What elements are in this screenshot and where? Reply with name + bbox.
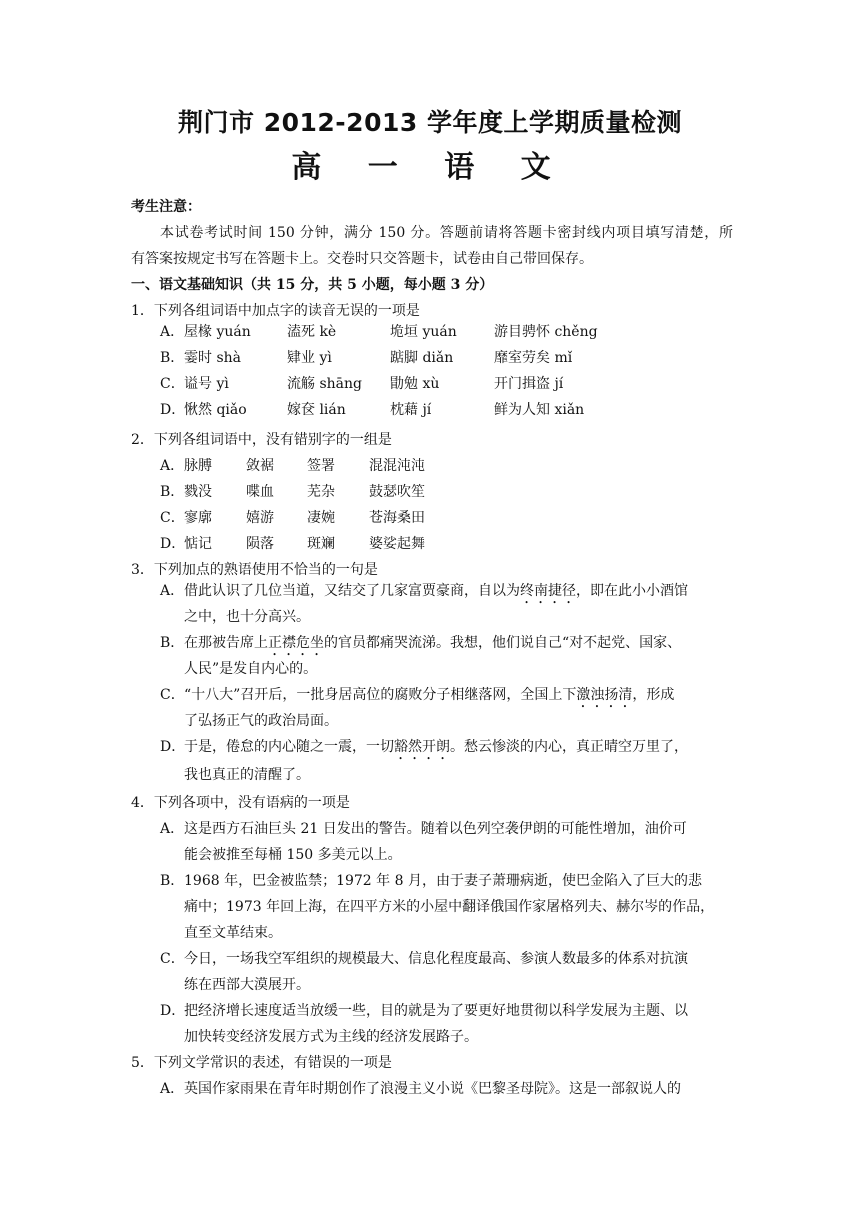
option-text: 借此认识了几位当道，又结交了几家富贾豪商，自以为终南捷径，即在此小小酒馆 (184, 583, 688, 599)
option-label: B． (160, 350, 185, 366)
option-item: 喋血 (246, 484, 274, 500)
option-item: 流觞 shāng (287, 376, 362, 392)
option-item: 踮脚 diǎn (390, 350, 454, 366)
option-label: A． (160, 324, 185, 340)
option-item: 勖勉 xù (390, 376, 440, 392)
option-text: 人民”是发自内心的。 (184, 661, 318, 677)
option-text: 直至文革结束。 (184, 925, 282, 941)
option-item: 惦记 (184, 536, 212, 552)
option-item: 鲜为人知 xiǎn (494, 402, 585, 418)
question-stem: 1．下列各组词语中加点字的读音无误的一项是 (131, 303, 420, 319)
option-item: 肄业 yì (287, 350, 332, 366)
option-item: 开门揖盗 jí (494, 376, 564, 392)
option-label: D． (160, 1003, 186, 1019)
option-item: 屋椽 yuán (184, 324, 251, 340)
option-item: 愀然 qiǎo (184, 402, 247, 418)
option-item: 嫁奁 lián (287, 402, 346, 418)
subject-title: 高 一 语 文 (291, 150, 569, 185)
option-text: “十八大”召开后，一批身居高位的腐败分子相继落网，全国上下激浊扬清，形成 (184, 687, 675, 703)
option-text: 练在西部大漠展开。 (184, 977, 310, 993)
option-item: 芜杂 (307, 484, 335, 500)
option-item: 溘死 kè (287, 324, 337, 340)
option-item: 戮没 (184, 484, 212, 500)
option-label: A． (160, 583, 185, 599)
option-label: D． (160, 739, 186, 755)
option-text: 之中，也十分高兴。 (184, 609, 310, 625)
option-label: C． (160, 510, 185, 526)
question-stem: 2．下列各组词语中，没有错别字的一组是 (131, 432, 392, 448)
option-text: 了弘扬正气的政治局面。 (184, 713, 338, 729)
option-text: 在那被告席上正襟危坐的官员都痛哭流涕。我想，他们说自己“对不起党、国家、 (184, 635, 682, 651)
dotted-idiom: 终南捷径 (520, 583, 576, 599)
option-item: 混混沌沌 (369, 458, 425, 474)
dotted-idiom: 正襟危坐 (268, 635, 324, 651)
option-label: C． (160, 376, 185, 392)
option-item: 枕藉 jí (390, 402, 432, 418)
notice-line: 本试卷考试时间 150 分钟，满分 150 分。答题前请将答题卡密封线内项目填写清楚，所 (160, 225, 733, 241)
option-label: B． (160, 873, 185, 889)
exam-title: 荆门市 2012-2013 学年度上学期质量检测 (178, 108, 682, 137)
option-label: A． (160, 1081, 185, 1097)
option-text: 痛中；1973 年回上海，在四平方米的小屋中翻译俄国作家屠格列夫、赫尔岑的作品， (184, 899, 715, 915)
question-stem: 4．下列各项中，没有语病的一项是 (131, 795, 350, 811)
option-label: C． (160, 687, 185, 703)
option-item: 苍海桑田 (369, 510, 425, 526)
option-item: 霎时 shà (184, 350, 241, 366)
question-stem: 5．下列文学常识的表述，有错误的一项是 (131, 1055, 392, 1071)
option-label: A． (160, 821, 185, 837)
option-item: 斑斓 (307, 536, 335, 552)
option-item: 凄婉 (307, 510, 335, 526)
question-stem: 3．下列加点的熟语使用不恰当的一句是 (131, 562, 378, 578)
option-item: 垝垣 yuán (390, 324, 457, 340)
option-item: 靡室劳矣 mǐ (494, 350, 573, 366)
option-item: 签署 (307, 458, 335, 474)
option-item: 脉膊 (184, 458, 212, 474)
dotted-idiom: 激浊扬清 (576, 687, 633, 703)
section-heading: 一、语文基础知识（共 15 分，共 5 小题，每小题 3 分） (131, 277, 494, 293)
option-item: 陨落 (246, 536, 274, 552)
option-item: 谥号 yì (184, 376, 229, 392)
option-text: 加快转变经济发展方式为主线的经济发展路子。 (184, 1029, 478, 1045)
option-label: B． (160, 484, 185, 500)
option-text: 把经济增长速度适当放缓一些，目的就是为了要更好地贯彻以科学发展为主题、以 (184, 1003, 688, 1019)
option-label: B． (160, 635, 185, 651)
option-label: A． (160, 458, 185, 474)
option-item: 嬉游 (246, 510, 274, 526)
option-text: 1968 年，巴金被监禁；1972 年 8 月，由于妻子萧珊病逝，使巴金陷入了巨大的悲 (184, 873, 702, 889)
option-label: C． (160, 951, 185, 967)
option-item: 游目骋怀 chěng (494, 324, 598, 340)
option-item: 婆娑起舞 (369, 536, 425, 552)
option-item: 敛裾 (246, 458, 274, 474)
option-label: D． (160, 536, 186, 552)
notice-line: 有答案按规定书写在答题卡上。交卷时只交答题卡，试卷由自己带回保存。 (131, 251, 593, 267)
option-text: 于是，倦怠的内心随之一震，一切豁然开朗。愁云惨淡的内心，真正晴空万里了， (184, 739, 688, 755)
option-text: 英国作家雨果在青年时期创作了浪漫主义小说《巴黎圣母院》。这是一部叙说人的 (184, 1081, 681, 1097)
option-label: D． (160, 402, 186, 418)
option-text: 今日，一场我空军组织的规模最大、信息化程度最高、参演人数最多的体系对抗演 (184, 951, 688, 967)
notice-heading: 考生注意： (131, 199, 201, 215)
option-item: 寥廓 (184, 510, 212, 526)
option-text: 能会被推至每桶 150 多美元以上。 (184, 847, 402, 863)
dotted-idiom: 豁然开朗 (394, 739, 450, 755)
option-item: 鼓瑟吹笙 (369, 484, 425, 500)
option-text: 我也真正的清醒了。 (184, 767, 310, 783)
option-text: 这是西方石油巨头 21 日发出的警告。随着以色列空袭伊朗的可能性增加，油价可 (184, 821, 687, 837)
